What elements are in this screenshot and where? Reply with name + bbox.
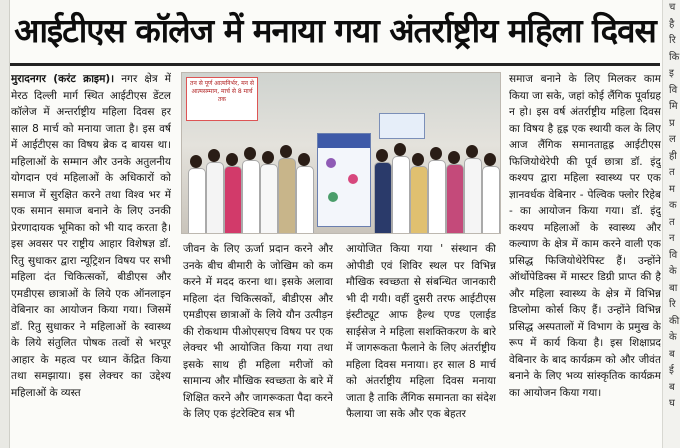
adjacent-column-fragment: रि xyxy=(669,299,676,310)
article-column-3 xyxy=(346,241,496,447)
person-figure xyxy=(410,153,426,233)
adjacent-column-fragment: की xyxy=(669,315,680,327)
person-figure xyxy=(296,153,312,233)
adjacent-column-fragment: कि xyxy=(669,51,680,63)
column-1-text xyxy=(11,71,171,401)
person-figure xyxy=(242,147,258,233)
person-figure xyxy=(428,147,444,233)
person-figure xyxy=(374,149,390,233)
person-figure xyxy=(206,149,222,233)
person-figure xyxy=(464,145,480,233)
event-photo xyxy=(181,72,501,234)
adjacent-column-fragment: घ xyxy=(669,398,675,409)
adjacent-column-fragment: च xyxy=(669,2,676,13)
column-4-text: समाज बनाने के लिए मिलकर काम किया जा सके, जहां कोई लैंगिक पूर्वाग्रह न हो। इस वर्ष अंतर्राष्ट्रीय महिला दिवस का विषय है हृह्र एक स्थायी कल के लिए आज लैंगिक समानताहृह्र आईटीएस फिजियोथेरेपी की पूर्व छात्रा डॉ. इंदु कश्यप द्वारा महिला स्वास्थ्य पर एक ज्ञानवर्धक वेबिनार - पेल्विक फ्लोर रिहेब - का आयोजन किया गया। डॉ. इंदु कश्यप महिलाओं के स्वास्थ्य और कल्याण के क्षेत्र में काम करने वाली एक प्रसिद्ध फिजियोथेरेपिस्ट हैं। उन्होंने ऑर्थोपेडिक्स में मास्टर डिग्री प्राप्त की है और महिला स्वास्थ्य के क्षेत्र में विभिन्न डिप्लोमा कोर्स किए हैं। उन्होंने विभिन्न प्रसिद्ध अस्पतालों में विभाग के प्रमुख के रूप में कार्य किया है। इस शिक्षाप्रद वेबिनार के बाद कार्यक्रम को और जीवंत बनाने के लिए भव्य सांस्कृतिक कार्यक्रम का आयोजन किया गया। xyxy=(509,73,661,399)
adjacent-column-fragment: न xyxy=(669,233,675,244)
standee-header xyxy=(318,134,370,148)
standee-icon xyxy=(328,192,338,202)
adjacent-column-fragment: ई xyxy=(669,365,674,376)
adjacent-column-fragment: त xyxy=(669,167,675,178)
column-3-text: आयोजित किया गया ' संस्थान की ओपीडी एवं शिविर स्थल पर विभिन्न मौखिक स्वच्छता से संबन्धित जानकारी भी दी गयी। वहीं दुसरी तरफ आईटीएस इंस्टीट्यूट आफ हैल्थ एण्ड एलाईड साईसेज ने महिला सशक्तिकरण के बारे में जागरूकता फैलाने के लिए अंतर्राष्ट्रीय महिला दिवस मनाया। हर साल 8 मार्च को अंतर्राष्ट्रीय महिला दिवस मनाया जाता है ताकि लैंगिक समानता का संदेश फैलाया जा सके और एक बेहतर xyxy=(346,243,496,420)
adjacent-column-fragment: के xyxy=(669,332,677,343)
adjacent-column-fragment: वि xyxy=(669,84,678,96)
adjacent-column-fragment: है xyxy=(669,18,675,30)
background-signboard xyxy=(379,113,425,139)
adjacent-column-edge-right xyxy=(662,0,680,448)
adjacent-column-fragment: म xyxy=(669,183,675,195)
column-2-text: जीवन के लिए ऊर्जा प्रदान करने और उनके बीच बीमारी के जोखिम को कम करने में मदद करना था। इसके अलावा महिला दंत चिकित्सकों, बीडीएस और एमडीएस छात्राओं के लिये यौन उत्पीड़न की रोकथाम पीओएसएच विषय पर एक लेक्चर भी आयोजित किया गया तथा इसके साथ ही महिला मरीजों को सामान्य और मौखिक स्वच्छता के बारे में शिक्षित करने और जागरूकता पैदा करने के लिए एक इंटरेक्टिव सत्र भी xyxy=(183,243,333,420)
adjacent-page-edge-left xyxy=(0,0,10,448)
adjacent-column-fragment: बा xyxy=(669,282,678,294)
person-figure xyxy=(260,151,276,233)
adjacent-column-fragment: क xyxy=(669,200,677,211)
column-1-body: नगर क्षेत्र में मेरठ दिल्ली मार्ग स्थित आईटीएस डेंटल कॉलेज में अन्तर्राष्ट्रीय महिला दिवस हर साल 8 मार्च को मनाया जाता है। इस वर्ष में आईटीएस का विषय ब्रेक द बायस था। महिलाओं के सम्मान और उनके अतुलनीय योगदान एवं महिलाओं के अधिकारों को समाज में सुरक्षित करने तथा विश्व भर में एक समान समाज बनाने के लिए उनकी प्रेरणादायक भूमिका को भी याद करता है। इस अवसर पर राष्ट्रीय आहार विशेषज्ञ डॉ. रितु सुधाकर द्वारा न्यूट्रिशन विषय पर सभी महिला दंत चिकित्सकों, बीडीएस और एमडीएस छात्राओं के लिये एक ऑनलाइन वेबिनार का आयोजन किया गया। जिसमें डॉ. रितु सुधाकर ने महिलाओं के स्वास्थ्य के लिये संतुलित पोषक तत्वों से भरपूर आहार के महत्व पर ध्यान केंद्रित किया तथा समझाया। इस लेक्चर का उद्देश्य महिलाओं के व्यस्त xyxy=(11,73,171,399)
adjacent-column-fragment: वि xyxy=(669,249,678,261)
article-headline: आईटीएस कॉलेज में मनाया गया अंतर्राष्ट्रीय महिला दिवस xyxy=(14,11,656,50)
person-figure xyxy=(446,151,462,233)
standee-icon xyxy=(326,158,336,168)
awareness-standee xyxy=(317,133,371,227)
person-figure xyxy=(482,153,498,233)
person-figure xyxy=(278,145,294,233)
adjacent-column-fragment: ब xyxy=(669,348,675,360)
person-figure xyxy=(188,155,204,233)
article-column-2 xyxy=(183,241,333,447)
dateline: मुरादनगर (करंट क्राइम)। xyxy=(11,73,115,85)
adjacent-column-fragment: ही xyxy=(669,150,677,162)
adjacent-column-fragment: मि xyxy=(669,101,678,112)
event-banner xyxy=(186,77,258,121)
standee-icon xyxy=(348,174,358,184)
event-banner-text: तन से पूर्ण आत्मनिर्भर, मन से आत्मसम्मान, मार्च से 8 मार्च तक xyxy=(190,80,254,103)
adjacent-column-fragment: ब xyxy=(669,381,675,393)
adjacent-column-fragment: त xyxy=(669,216,675,228)
adjacent-column-fragment: रि xyxy=(669,35,676,46)
adjacent-column-fragment: प्र xyxy=(669,117,675,129)
person-figure xyxy=(392,143,408,233)
article-column-1 xyxy=(11,71,171,447)
article-column-4 xyxy=(509,71,661,447)
person-figure xyxy=(224,153,240,233)
adjacent-column-fragment: ल xyxy=(669,134,676,145)
adjacent-column-fragment: के xyxy=(669,266,677,277)
adjacent-column-fragment: इ xyxy=(669,68,674,79)
headline-rule xyxy=(10,63,660,66)
